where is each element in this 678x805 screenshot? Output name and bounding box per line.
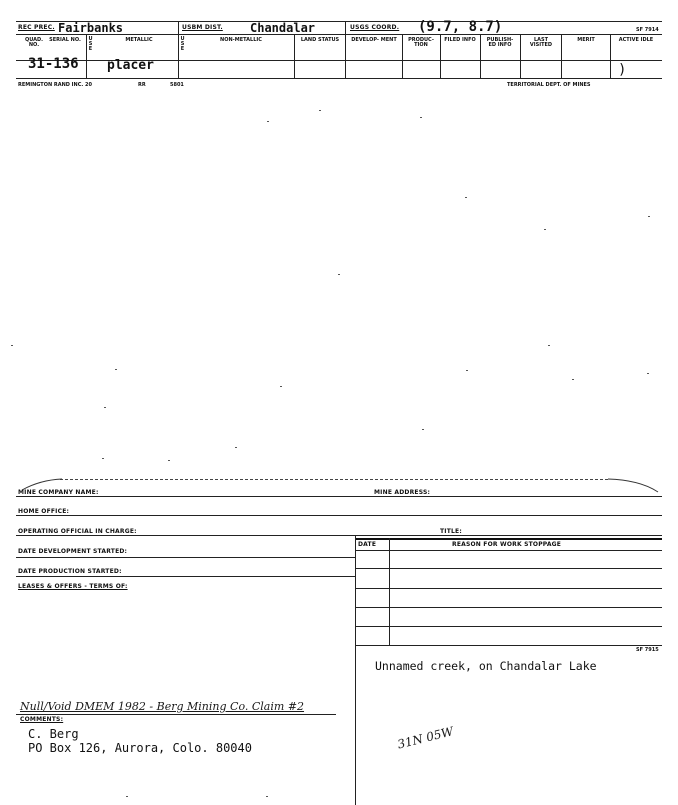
- date-production-label: DATE PRODUCTION STARTED:: [18, 568, 122, 575]
- rec-prec-value: Fairbanks: [58, 21, 124, 35]
- col-quad-header: QUAD. NO.: [24, 37, 44, 48]
- col-active-header: ACTIVE IDLE: [618, 37, 654, 43]
- usbm-dist-label: USBM DIST.: [182, 24, 223, 31]
- location-note: Unnamed creek, on Chandalar Lake: [375, 659, 597, 673]
- rec-prec-label: REC PREC.: [18, 24, 55, 31]
- mine-company-label: MINE COMPANY NAME:: [18, 489, 99, 496]
- printer-code-2: 5801: [170, 82, 184, 88]
- col-produc-header: PRODUC- TION: [408, 37, 434, 48]
- operating-official-label: OPERATING OFFICIAL IN CHARGE:: [18, 528, 137, 535]
- reason-stoppage-label: REASON FOR WORK STOPPAGE: [452, 541, 562, 548]
- comment-line-2: PO Box 126, Aurora, Colo. 80040: [28, 741, 252, 755]
- comment-line-1: C. Berg: [28, 727, 79, 741]
- mine-address-label: MINE ADDRESS:: [374, 489, 431, 496]
- title-label: TITLE:: [440, 528, 462, 535]
- handwritten-coordinates: 31N 05W: [396, 724, 455, 752]
- date-column-label: DATE: [358, 541, 377, 548]
- col-last-header: LAST VISITED: [529, 37, 553, 48]
- form-number-bottom: SF 7915: [636, 647, 659, 653]
- col-publish-header: PUBLISH- ED INFO: [486, 37, 514, 48]
- col-use-2-header: U S E: [180, 36, 185, 52]
- col-metallic-header: METALLIC: [125, 37, 153, 43]
- col-merit-header: MERIT: [577, 37, 595, 43]
- metallic-value: placer: [107, 58, 154, 73]
- col-filed-header: FILED INFO: [444, 37, 476, 43]
- printer-line: REMINGTON RAND INC. 20: [18, 82, 92, 88]
- col-land-header: LAND STATUS: [300, 37, 340, 43]
- printer-code-1: RR: [138, 82, 146, 88]
- col-develop-header: DEVELOP- MENT: [351, 37, 397, 43]
- col-serial-header: SERIAL NO.: [49, 37, 81, 43]
- usgs-coord-value: (9.7, 8.7): [418, 19, 503, 35]
- leases-offers-label: LEASES & OFFERS - TERMS OF:: [18, 583, 128, 590]
- date-development-label: DATE DEVELOPMENT STARTED:: [18, 548, 128, 555]
- territorial-dept: TERRITORIAL DEPT. OF MINES: [507, 82, 591, 88]
- home-office-label: HOME OFFICE:: [18, 508, 70, 515]
- active-idle-mark: ): [618, 62, 627, 78]
- comments-label: COMMENTS:: [20, 716, 64, 723]
- quad-serial-value: 31-136: [28, 56, 79, 72]
- usbm-dist-value: Chandalar: [250, 21, 316, 35]
- usgs-coord-label: USGS COORD.: [350, 24, 400, 31]
- col-use-1-header: U S E: [88, 36, 93, 52]
- form-number-top: SF 7914: [636, 27, 659, 33]
- handwritten-null-void-note: Null/Void DMEM 1982 - Berg Mining Co. Claim #2: [20, 700, 305, 713]
- col-nonmetallic-header: NON-METALLIC: [220, 37, 262, 43]
